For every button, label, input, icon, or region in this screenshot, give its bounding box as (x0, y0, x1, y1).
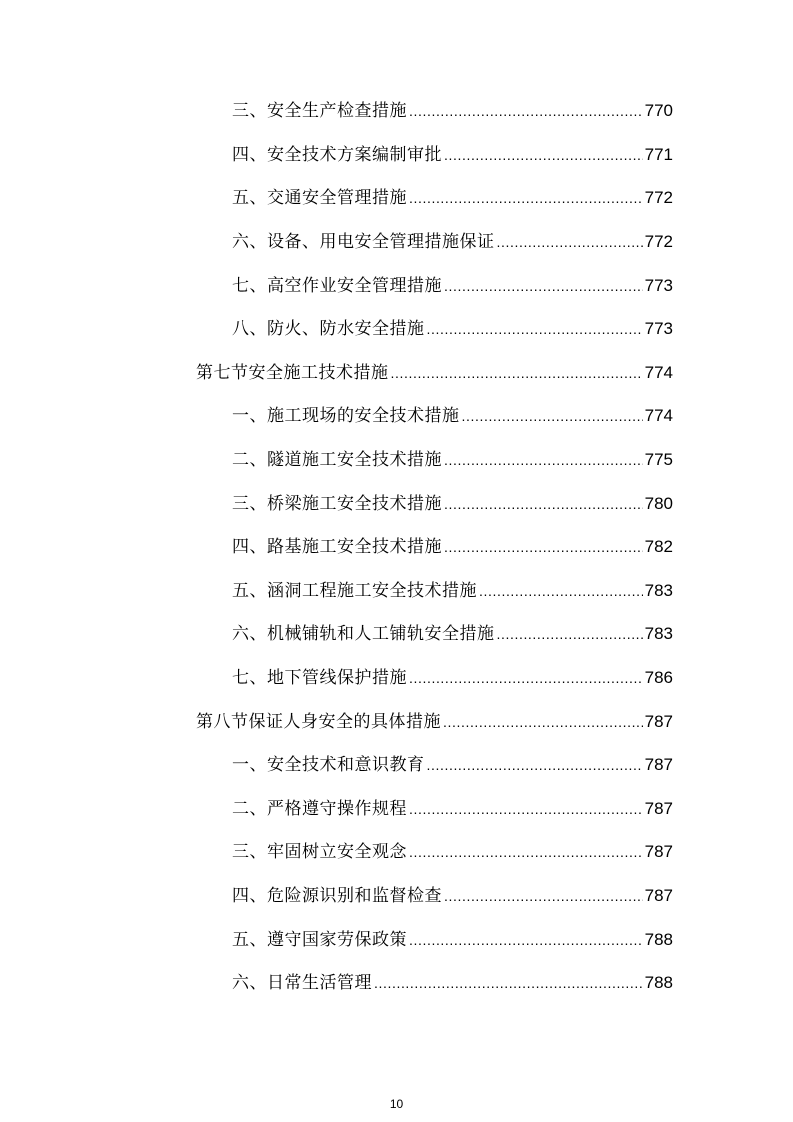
toc-entry[interactable] (0, 392, 793, 436)
toc-leader-dots (444, 888, 643, 904)
toc-leader-dots (409, 932, 643, 948)
toc-entry-title: 四、安全技术方案编制审批 (232, 144, 442, 165)
toc-entry-title: 第七节安全施工技术措施 (196, 362, 389, 383)
toc-entry-title: 四、危险源识别和监督检查 (232, 885, 442, 906)
toc-entry-title: 二、严格遵守操作规程 (232, 798, 407, 819)
toc-entry-title: 六、日常生活管理 (232, 973, 372, 994)
toc-entry[interactable] (0, 87, 793, 131)
toc-leader-dots (409, 844, 643, 860)
toc-entry[interactable] (0, 567, 793, 611)
toc-entry-page: 772 (644, 232, 673, 252)
toc-entry-title: 六、机械铺轨和人工铺轨安全措施 (232, 624, 495, 645)
toc-entry-page: 787 (644, 755, 673, 775)
toc-leader-dots (427, 757, 643, 773)
toc-leader-dots (479, 583, 643, 599)
toc-entry-title: 三、安全生产检查措施 (232, 101, 407, 122)
toc-entry-title: 第八节保证人身安全的具体措施 (196, 711, 441, 732)
toc-entry-page: 774 (644, 406, 673, 426)
toc-entry-title: 二、隧道施工安全技术措施 (232, 450, 442, 471)
toc-leader-dots (374, 975, 643, 991)
toc-leader-dots (391, 365, 643, 381)
toc-leader-dots (462, 408, 643, 424)
toc-leader-dots (444, 539, 643, 555)
toc-entry-page: 773 (644, 275, 673, 295)
toc-entry-page: 788 (644, 929, 673, 949)
toc-leader-dots (409, 103, 643, 119)
toc-entry-title: 三、桥梁施工安全技术措施 (232, 493, 442, 514)
toc-entry[interactable] (0, 479, 793, 523)
toc-entry-page: 773 (644, 319, 673, 339)
toc-entry-page: 788 (644, 973, 673, 993)
toc-entry[interactable] (0, 741, 793, 785)
toc-entry-title: 四、路基施工安全技术措施 (232, 537, 442, 558)
toc-leader-dots (497, 626, 643, 642)
toc-entry-title: 一、安全技术和意识教育 (232, 755, 425, 776)
toc-entry-page: 787 (644, 885, 673, 905)
toc-entry[interactable] (0, 349, 793, 393)
toc-entry[interactable] (0, 959, 793, 1003)
toc-entry-page: 787 (644, 711, 673, 731)
toc-entry[interactable] (0, 261, 793, 305)
toc-entry[interactable] (0, 218, 793, 262)
toc-entry-title: 五、遵守国家劳保政策 (232, 929, 407, 950)
toc-entry-page: 770 (644, 101, 673, 121)
toc-entry-page: 774 (644, 362, 673, 382)
toc-entry-title: 七、高空作业安全管理措施 (232, 275, 442, 296)
toc-entry[interactable] (0, 131, 793, 175)
toc-leader-dots (409, 801, 643, 817)
toc-entry-page: 771 (644, 144, 673, 164)
toc-entry-page: 780 (644, 493, 673, 513)
toc-leader-dots (497, 234, 643, 250)
toc-entry-page: 786 (644, 668, 673, 688)
toc-leader-dots (444, 452, 643, 468)
toc-entry-title: 八、防火、防水安全措施 (232, 319, 425, 340)
toc-entry[interactable] (0, 828, 793, 872)
toc-leader-dots (444, 147, 643, 163)
toc-entry-title: 五、交通安全管理措施 (232, 188, 407, 209)
toc-entry-page: 775 (644, 450, 673, 470)
toc-entry-page: 783 (644, 624, 673, 644)
toc-leader-dots (444, 278, 643, 294)
toc-entry-title: 六、设备、用电安全管理措施保证 (232, 232, 495, 253)
toc-entry-page: 772 (644, 188, 673, 208)
toc-entry[interactable] (0, 523, 793, 567)
toc-entry[interactable] (0, 610, 793, 654)
page-number: 10 (389, 1097, 404, 1111)
toc-leader-dots (427, 321, 643, 337)
toc-entry[interactable] (0, 174, 793, 218)
toc-entry[interactable] (0, 785, 793, 829)
toc-entry-title: 五、涵洞工程施工安全技术措施 (232, 580, 477, 601)
toc-entry-title: 一、施工现场的安全技术措施 (232, 406, 460, 427)
toc-entry[interactable] (0, 305, 793, 349)
toc-entry-page: 787 (644, 842, 673, 862)
toc-entry[interactable] (0, 697, 793, 741)
toc-leader-dots (409, 190, 643, 206)
toc-entry-title: 三、牢固树立安全观念 (232, 842, 407, 863)
toc-leader-dots (443, 714, 643, 730)
toc-entry[interactable] (0, 436, 793, 480)
toc-entry[interactable] (0, 915, 793, 959)
toc-entry-title: 七、地下管线保护措施 (232, 668, 407, 689)
toc-entry-page: 787 (644, 798, 673, 818)
toc-entry[interactable] (0, 872, 793, 916)
toc-entry-page: 782 (644, 537, 673, 557)
toc-entry[interactable] (0, 654, 793, 698)
toc-leader-dots (409, 670, 643, 686)
toc-entry-page: 783 (644, 580, 673, 600)
toc-leader-dots (444, 496, 643, 512)
table-of-contents (0, 87, 793, 1002)
